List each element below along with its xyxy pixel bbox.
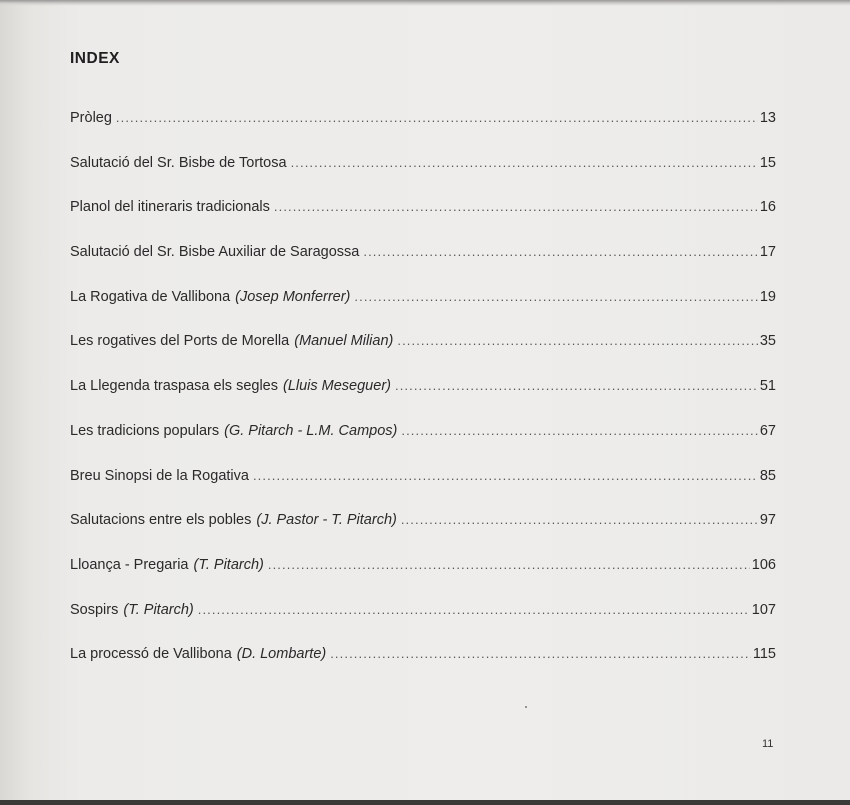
dot-leader	[401, 512, 758, 527]
dot-leader	[330, 646, 751, 661]
toc-entry-page: 16	[759, 199, 776, 216]
toc-entry-author: (D. Lombarte)	[236, 646, 327, 663]
toc-entry-author: (Josep Monferrer)	[235, 288, 351, 305]
toc-entry-page: 15	[759, 154, 776, 171]
dot-leader	[116, 110, 758, 125]
dot-leader	[363, 244, 757, 259]
toc-entry	[70, 333, 776, 378]
toc-entry-title: La processó de Vallibona	[70, 646, 232, 663]
toc-entry-author: (J. Pastor - T. Pitarch)	[256, 512, 397, 529]
toc-entry	[70, 602, 776, 647]
dot-leader	[274, 199, 758, 214]
toc-entry-title: Salutacions entre els pobles	[70, 512, 252, 529]
toc-entry-author: (T. Pitarch)	[123, 601, 194, 618]
toc-entry-page: 35	[759, 333, 776, 350]
dot-leader	[198, 602, 750, 617]
toc-entry-title: La Rogativa de Vallibona	[70, 288, 231, 305]
page-bottom-edge	[0, 800, 850, 805]
toc-entry-page: 115	[752, 646, 776, 663]
page-number: 11	[762, 738, 774, 750]
toc-entry	[70, 199, 776, 244]
dot-leader	[253, 468, 758, 483]
toc-entry-title: Breu Sinopsi de la Rogativa	[70, 467, 249, 484]
toc-entry	[70, 155, 776, 200]
toc-entry	[70, 423, 776, 468]
toc-entry	[70, 557, 776, 602]
dot-leader	[401, 423, 758, 438]
dot-leader	[395, 378, 758, 393]
toc-entry	[70, 244, 776, 289]
dot-leader	[268, 557, 750, 572]
toc-entry-title: Lloança - Pregaria	[70, 556, 189, 573]
paper-speck	[525, 706, 527, 708]
toc-entry-title: La Llegenda traspasa els segles	[70, 378, 278, 395]
toc-entry	[70, 468, 776, 513]
toc-entry-page: 51	[759, 378, 776, 395]
toc-entry	[70, 110, 776, 155]
page-top-edge	[0, 0, 850, 6]
toc-entry-title: Pròleg	[70, 110, 112, 126]
dot-leader	[354, 289, 757, 304]
toc-entry-author: (Lluis Meseguer)	[282, 378, 391, 395]
toc-entry	[70, 289, 776, 334]
toc-entry-page: 19	[759, 288, 776, 305]
toc-entry-page: 67	[759, 422, 776, 439]
toc-entry-page: 97	[759, 512, 776, 529]
toc-entry-page: 106	[751, 556, 776, 573]
toc-entry-author: (Manuel Milian)	[294, 333, 394, 350]
toc-entry-title: Les rogatives del Ports de Morella	[70, 333, 290, 350]
toc-entry-page: 107	[751, 601, 776, 618]
toc-entry-author: (T. Pitarch)	[193, 556, 264, 573]
toc-entry-author: (G. Pitarch - L.M. Campos)	[224, 422, 398, 439]
toc-entry-title: Planol del itineraris tradicionals	[70, 199, 270, 216]
toc-entry-page: 13	[759, 110, 776, 126]
dot-leader	[291, 155, 758, 170]
toc-entry-title: Salutació del Sr. Bisbe Auxiliar de Saragossa	[70, 244, 360, 261]
toc-entry-title: Sospirs	[70, 601, 119, 618]
dot-leader	[397, 333, 758, 348]
toc-entry	[70, 378, 776, 423]
toc-entry-title: Les tradicions populars	[70, 422, 220, 439]
toc-entry-title: Salutació del Sr. Bisbe de Tortosa	[70, 154, 287, 171]
toc-entry	[70, 512, 776, 557]
table-of-contents	[70, 110, 776, 691]
toc-entry-page: 17	[759, 244, 776, 261]
toc-entry	[70, 646, 776, 691]
index-heading: INDEX	[70, 50, 120, 67]
toc-entry-page: 85	[759, 467, 776, 484]
